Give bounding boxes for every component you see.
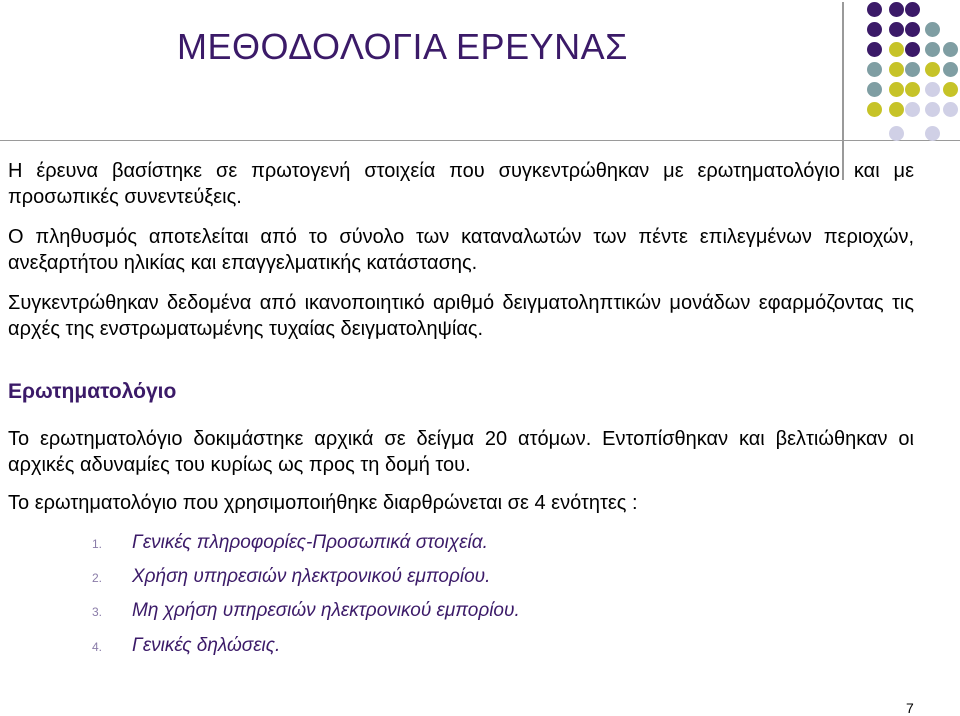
decor-dot [867, 82, 882, 97]
decor-dot [905, 42, 920, 57]
decor-dot [889, 42, 904, 57]
list-item [92, 532, 488, 554]
page-number: 7 [906, 700, 914, 716]
decor-dot [889, 126, 904, 141]
decor-dot [889, 62, 904, 77]
decor-dot [943, 42, 958, 57]
list-text: Γενικές δηλώσεις. [132, 635, 281, 656]
decor-dot [867, 62, 882, 77]
decor-dot [867, 22, 882, 37]
list-text: Μη χρήση υπηρεσιών ηλεκτρονικού εμπορίου. [132, 600, 520, 621]
paragraph-sampling: Συγκεντρώθηκαν δεδομένα από ικανοποιητικό αριθμό δειγματοληπτικών μονάδων εφαρμόζοντας τις αρχές της ενστρωματωμένης τυχαίας δειγματοληψίας. [8, 292, 914, 340]
list-number: 1. [92, 537, 103, 551]
decor-dot [925, 126, 940, 141]
paragraph-population: Ο πληθυσμός αποτελείται από το σύνολο των καταναλωτών των πέντε επιλεγμένων περιοχών, ανεξαρτήτου ηλικίας και επαγγελματικής κατάστασης. [8, 226, 914, 274]
list-item [92, 566, 490, 588]
decor-dot [867, 102, 882, 117]
decor-dot [867, 2, 882, 17]
list-item [92, 600, 520, 622]
section-heading: Ερωτηματολόγιο [8, 380, 177, 403]
decor-dot [905, 62, 920, 77]
decor-dot [925, 82, 940, 97]
decor-dot [943, 82, 958, 97]
decor-dot [889, 22, 904, 37]
decor-dot [925, 62, 940, 77]
decor-dot [943, 102, 958, 117]
decor-dot [925, 102, 940, 117]
decor-dot [867, 42, 882, 57]
list-text: Χρήση υπηρεσιών ηλεκτρονικού εμπορίου. [132, 566, 491, 587]
list-text: Γενικές πληροφορίες-Προσωπικά στοιχεία. [132, 532, 488, 553]
paragraph-structure: Το ερωτηματολόγιο που χρησιμοποιήθηκε διαρθρώνεται σε 4 ενότητες : [8, 492, 638, 514]
list-number: 2. [92, 571, 103, 585]
decor-dot [905, 82, 920, 97]
slide-title: ΜΕΘΟΔΟΛΟΓΙΑ ΕΡΕΥΝΑΣ [177, 26, 628, 67]
decorative-dot-grid [0, 0, 960, 160]
paragraph-primary-data: Η έρευνα βασίστηκε σε πρωτογενή στοιχεία που συγκεντρώθηκαν με ερωτηματολόγιο και με προσωπικές συνεντεύξεις. [8, 160, 914, 208]
decor-dot [889, 82, 904, 97]
paragraph-pilot-test: Το ερωτηματολόγιο δοκιμάστηκε αρχικά σε δείγμα 20 ατόμων. Εντοπίσθηκαν και βελτιώθηκαν οι αρχικές αδυναμίες του κυρίως ως προς τη δομή του. [8, 428, 914, 476]
decor-dot [905, 22, 920, 37]
decor-dot [925, 42, 940, 57]
decor-dot [889, 2, 904, 17]
decor-dot [905, 2, 920, 17]
decor-dot [925, 22, 940, 37]
list-item [92, 635, 280, 657]
list-number: 3. [92, 605, 103, 619]
decor-dot [943, 62, 958, 77]
decor-dot [889, 102, 904, 117]
list-number: 4. [92, 640, 103, 654]
decor-dot [905, 102, 920, 117]
